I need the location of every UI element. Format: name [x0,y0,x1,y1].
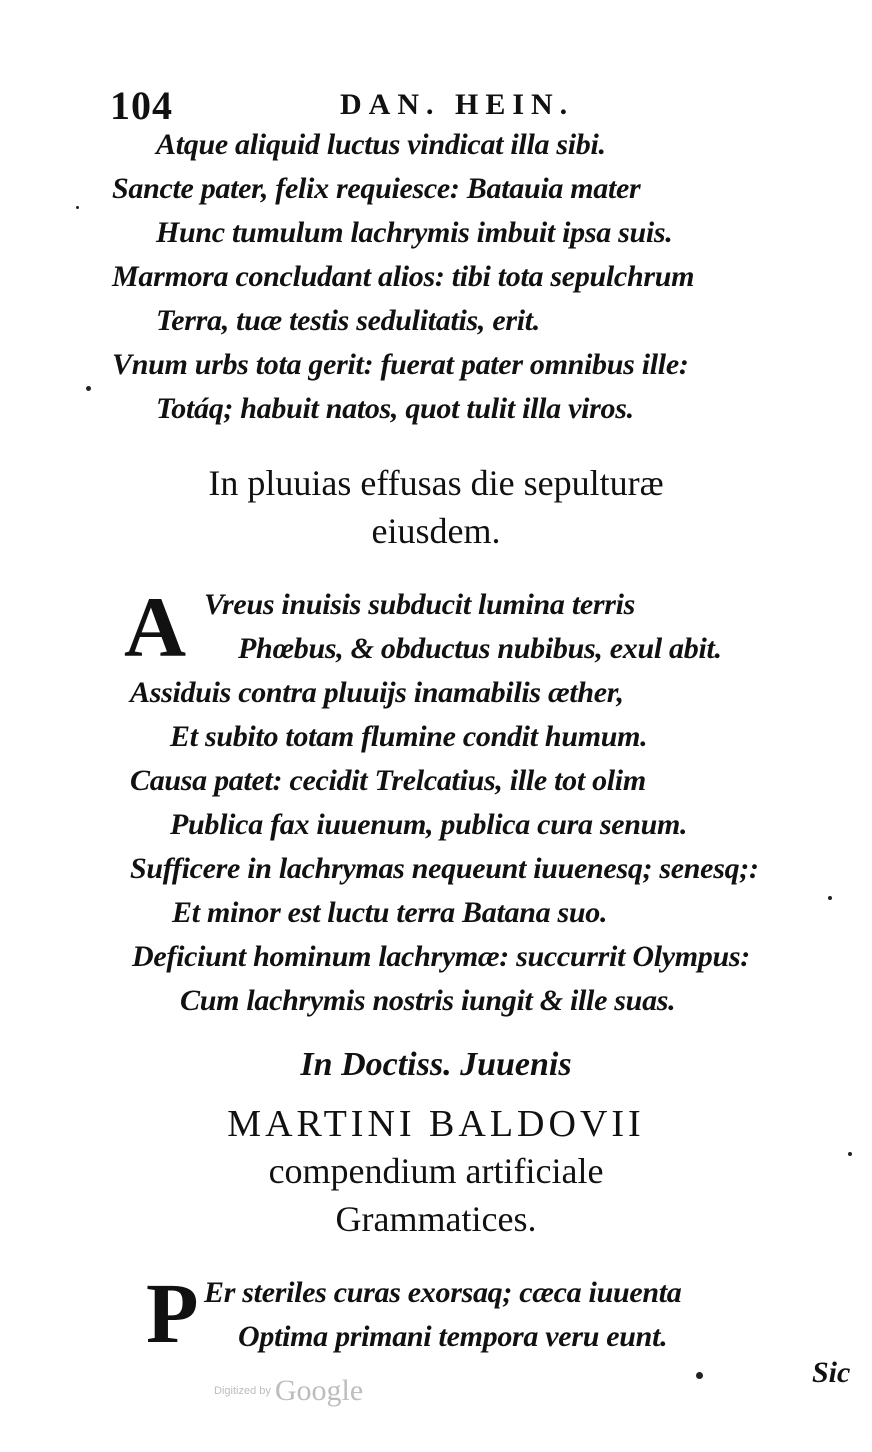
verse-line: Deficiunt hominum lachrymæ: succurrit Olympus: [132,940,750,973]
verse-line: Cum lachrymis nostris iungit & ille suas. [180,984,676,1017]
verse-line: Publica fax iuuenum, publica cura senum. [170,808,688,841]
verse-line: Vreus inuisis subducit lumina terris [204,588,636,621]
verse-line: Phœbus, & obductus nubibus, exul abit. [238,632,722,665]
verse-line: Optima primani tempora veru eunt. [238,1320,668,1353]
scan-speck [86,386,91,391]
poem-2-title-line-2: eiusdem. [371,511,501,551]
drop-capital: A [124,579,187,675]
verse-line: Terra, tuæ testis sedulitatis, erit. [156,304,540,337]
verse-line: Sancte pater, felix requiesce: Batauia mater [112,172,641,205]
poem-3-title-line-1: In Doctiss. Juuenis [300,1046,572,1083]
watermark-prefix: Digitized by [214,1385,271,1397]
drop-capital: P [146,1265,199,1361]
verse-line: Er steriles curas exorsaq; cæca iuuenta [204,1276,682,1309]
scan-speck [828,896,832,900]
catchword: Sic [812,1356,851,1389]
verse-line: Causa patet: cecidit Trelcatius, ille tot olim [130,764,646,797]
verse-line: Atque aliquid luctus vindicat illa sibi. [156,128,606,161]
digitization-watermark [214,1374,363,1408]
verse-line: Hunc tumulum lachrymis imbuit ipsa suis. [156,216,673,249]
poem-3-title-line-3: compendium artificiale [268,1151,604,1191]
poem-3-title-line-2: MARTINI BALDOVII [227,1103,645,1145]
scan-speck [696,1372,703,1379]
verse-line: Sufficere in lachrymas nequeunt iuuenesq; senesq;: [130,852,759,885]
page-header [110,82,730,126]
running-title: DAN. HEIN. [340,88,575,121]
verse-line: Vnum urbs tota gerit: fuerat pater omnibus ille: [112,348,689,381]
verse-line: Assiduis contra pluuijs inamabilis æther, [130,676,624,709]
poem-2-title-line-1: In pluuias effusas die sepulturæ [208,463,664,503]
google-logo: Google [274,1374,364,1407]
verse-line: Et subito totam flumine condit humum. [170,720,648,753]
verse-line: Et minor est luctu terra Batana suo. [172,896,608,929]
scan-speck [848,1152,852,1156]
poem-3-title-line-4: Grammatices. [335,1199,537,1239]
scan-speck [76,206,79,209]
page-number: 104 [110,83,173,128]
verse-line: Marmora concludant alios: tibi tota sepulchrum [112,260,695,293]
verse-line: Totáq; habuit natos, quot tulit illa viros. [156,392,634,425]
